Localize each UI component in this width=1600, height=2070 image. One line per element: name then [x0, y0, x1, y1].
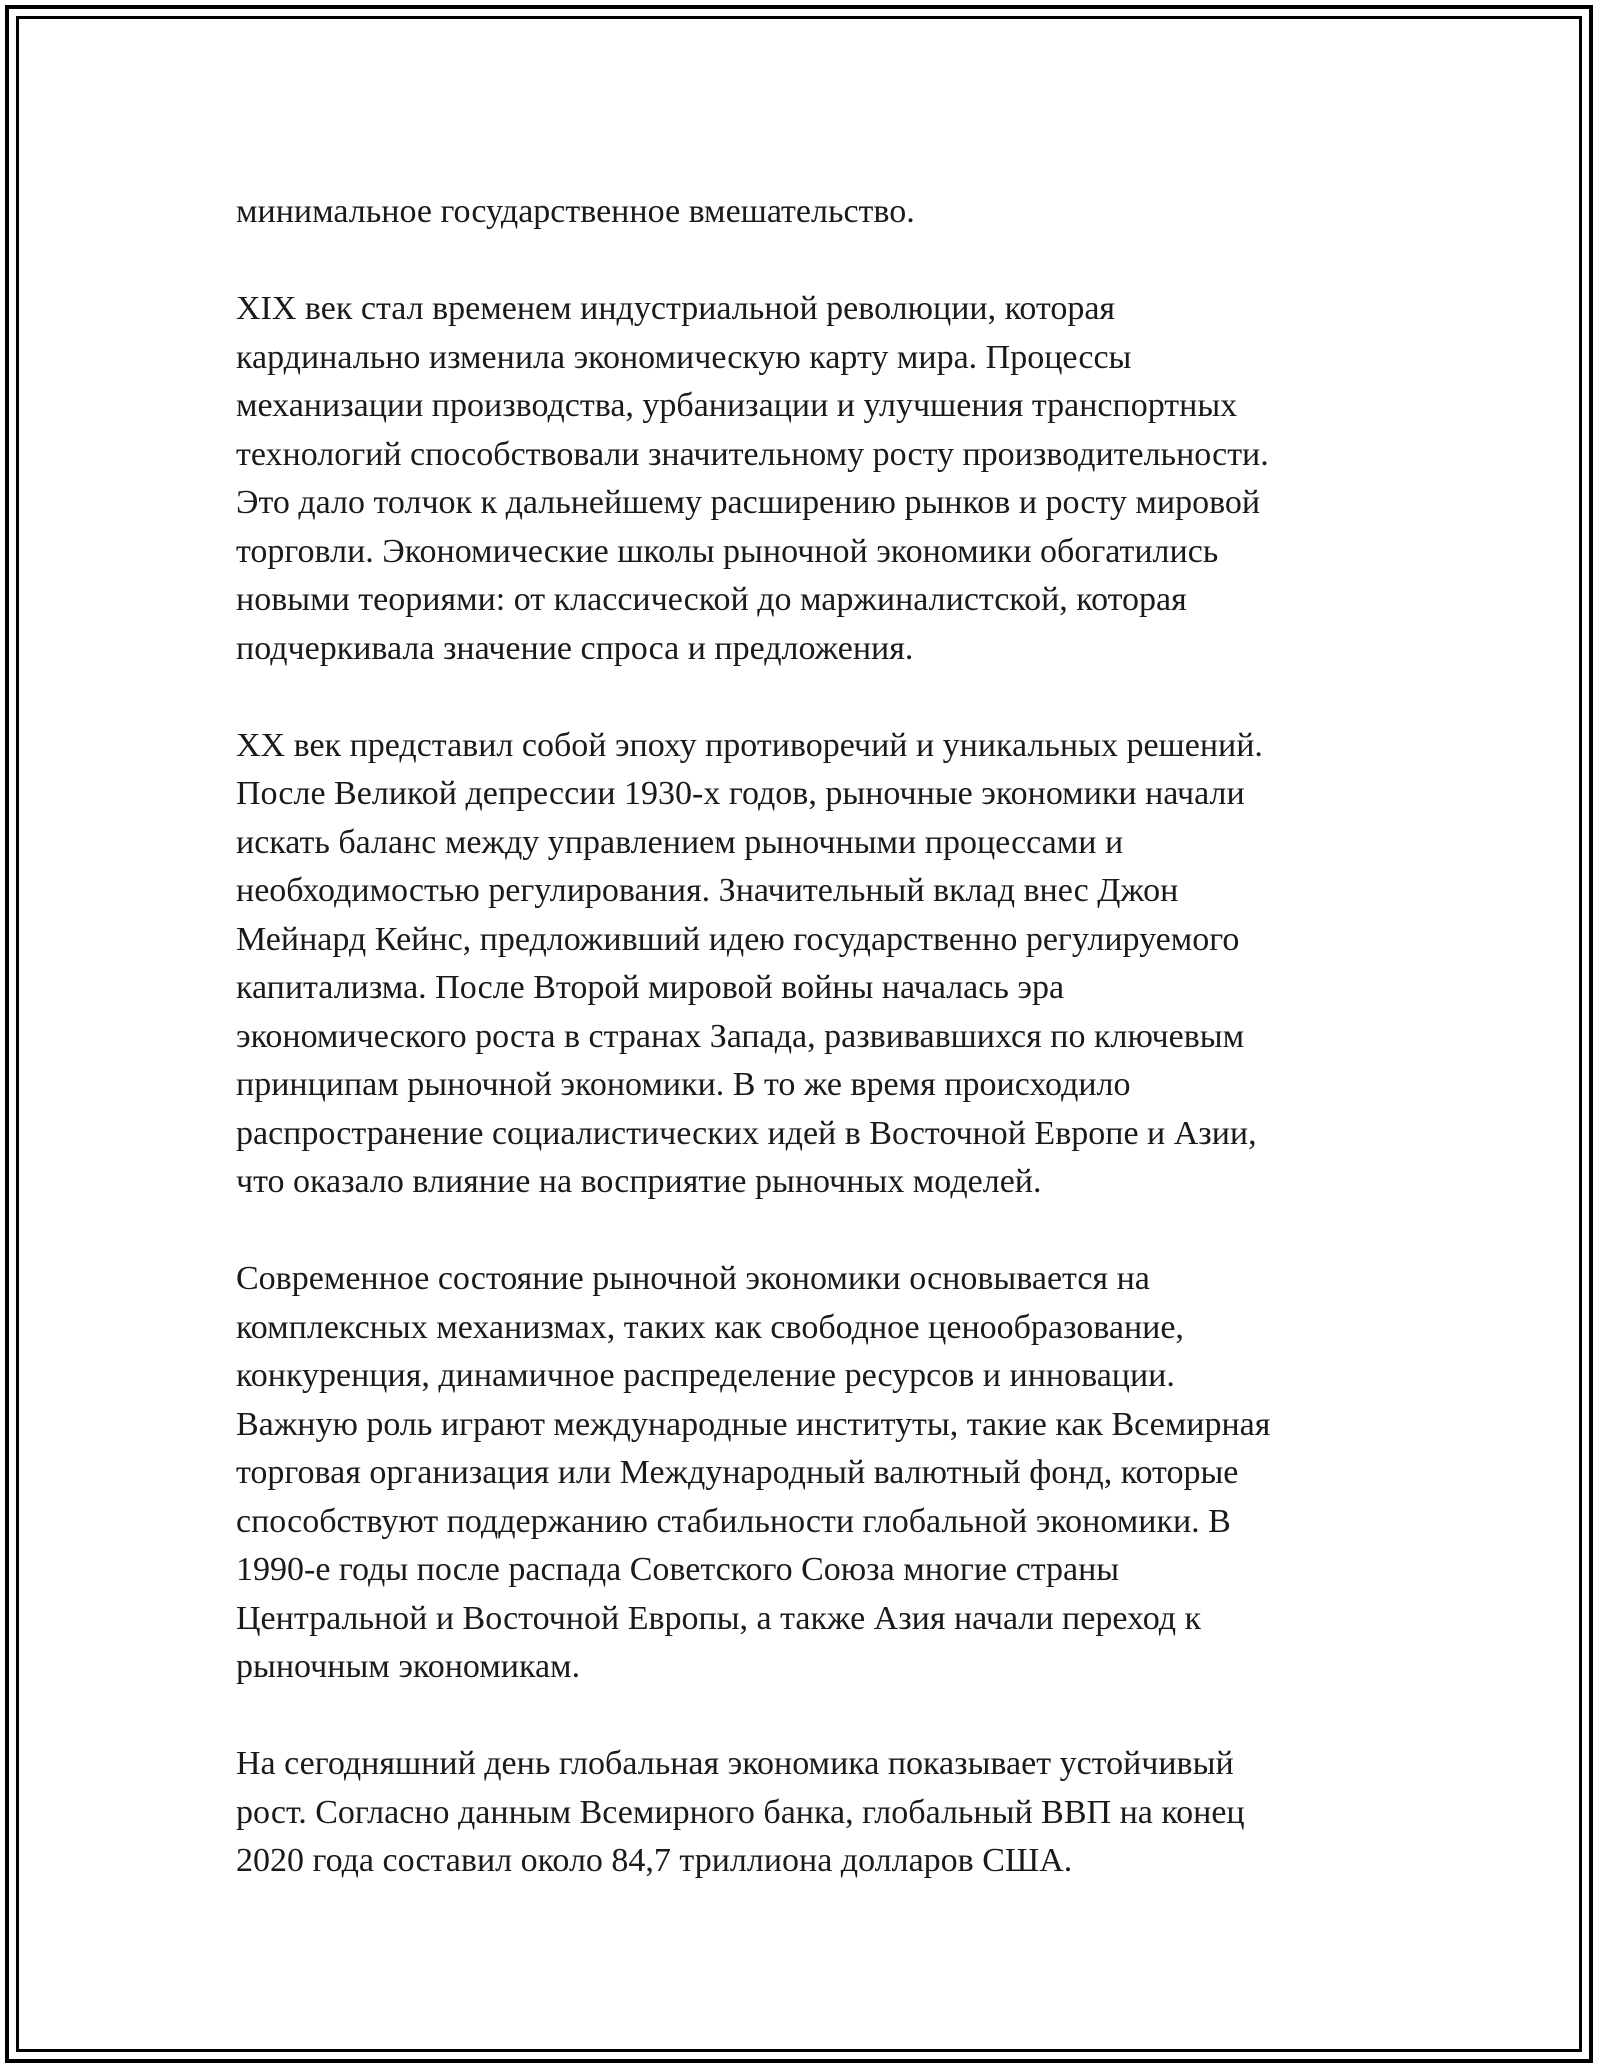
text-line: принципам рыночной экономики. В то же время происходило: [236, 1066, 1131, 1103]
paragraph-1: [236, 188, 1396, 237]
paragraph-5: [236, 1740, 1396, 1886]
paragraph-2: [236, 285, 1396, 673]
text-line: способствуют поддержанию стабильности глобальной экономики. В: [236, 1502, 1231, 1540]
text-line: комплексных механизмах, таких как свободное ценообразование,: [236, 1308, 1184, 1346]
text-line: необходимостью регулирования. Значительный вклад внес Джон: [236, 872, 1179, 909]
text-line: Мейнард Кейнс, предложивший идею государственно регулируемого: [236, 920, 1240, 958]
text-line: искать баланс между управлением рыночными процессами и: [236, 823, 1124, 861]
text-line: конкуренция, динамичное распределение ресурсов и инновации.: [236, 1357, 1175, 1394]
text-line: подчеркивала значение спроса и предложения.: [236, 629, 914, 667]
text-line: XX век представил собой эпоху противоречий и уникальных решений.: [236, 726, 1263, 764]
text-line: 2020 года составил около 84,7 триллиона долларов США.: [236, 1842, 1073, 1879]
text-line: новыми теориями: от классической до маржиналистской, которая: [236, 581, 1187, 618]
paragraph-4: [236, 1255, 1396, 1692]
text-line: распространение социалистических идей в Восточной Европе и Азии,: [236, 1114, 1257, 1152]
text-line: что оказало влияние на восприятие рыночных моделей.: [236, 1163, 1042, 1200]
text-line: Современное состояние рыночной экономики основывается на: [236, 1260, 1150, 1297]
text-line: экономического роста в странах Запада, развивавшихся по ключевым: [236, 1017, 1245, 1055]
text-line: технологий способствовали значительному росту производительности.: [236, 435, 1269, 473]
text-line: торговая организация или Международный валютный фонд, которые: [236, 1454, 1239, 1491]
document-body: [236, 188, 1396, 1934]
text-line: механизации производства, урбанизации и улучшения транспортных: [236, 387, 1238, 424]
text-line: Важную роль играют международные институты, такие как Всемирная: [236, 1405, 1271, 1443]
text-line: Это дало толчок к дальнейшему расширению рынков и росту мировой: [236, 484, 1261, 521]
paragraph-3: [236, 722, 1396, 1207]
text-line: капитализма. После Второй мировой войны началась эра: [236, 969, 1065, 1006]
text-line: После Великой депрессии 1930-х годов, рыночные экономики начали: [236, 775, 1245, 812]
text-line: 1990-е годы после распада Советского Союза многие страны: [236, 1551, 1120, 1588]
text-line: рыночным экономикам.: [236, 1648, 581, 1685]
text-line: рост. Согласно данным Всемирного банка, глобальный ВВП на конец: [236, 1793, 1245, 1831]
text-line: минимальное государственное вмешательство.: [236, 193, 915, 230]
text-line: XIX век стал временем индустриальной революции, которая: [236, 290, 1116, 327]
text-line: торговли. Экономические школы рыночной экономики обогатились: [236, 532, 1219, 570]
text-line: На сегодняшний день глобальная экономика показывает устойчивый: [236, 1745, 1234, 1782]
text-line: кардинально изменила экономическую карту мира. Процессы: [236, 338, 1132, 376]
text-line: Центральной и Восточной Европы, а также Азия начали переход к: [236, 1599, 1202, 1637]
